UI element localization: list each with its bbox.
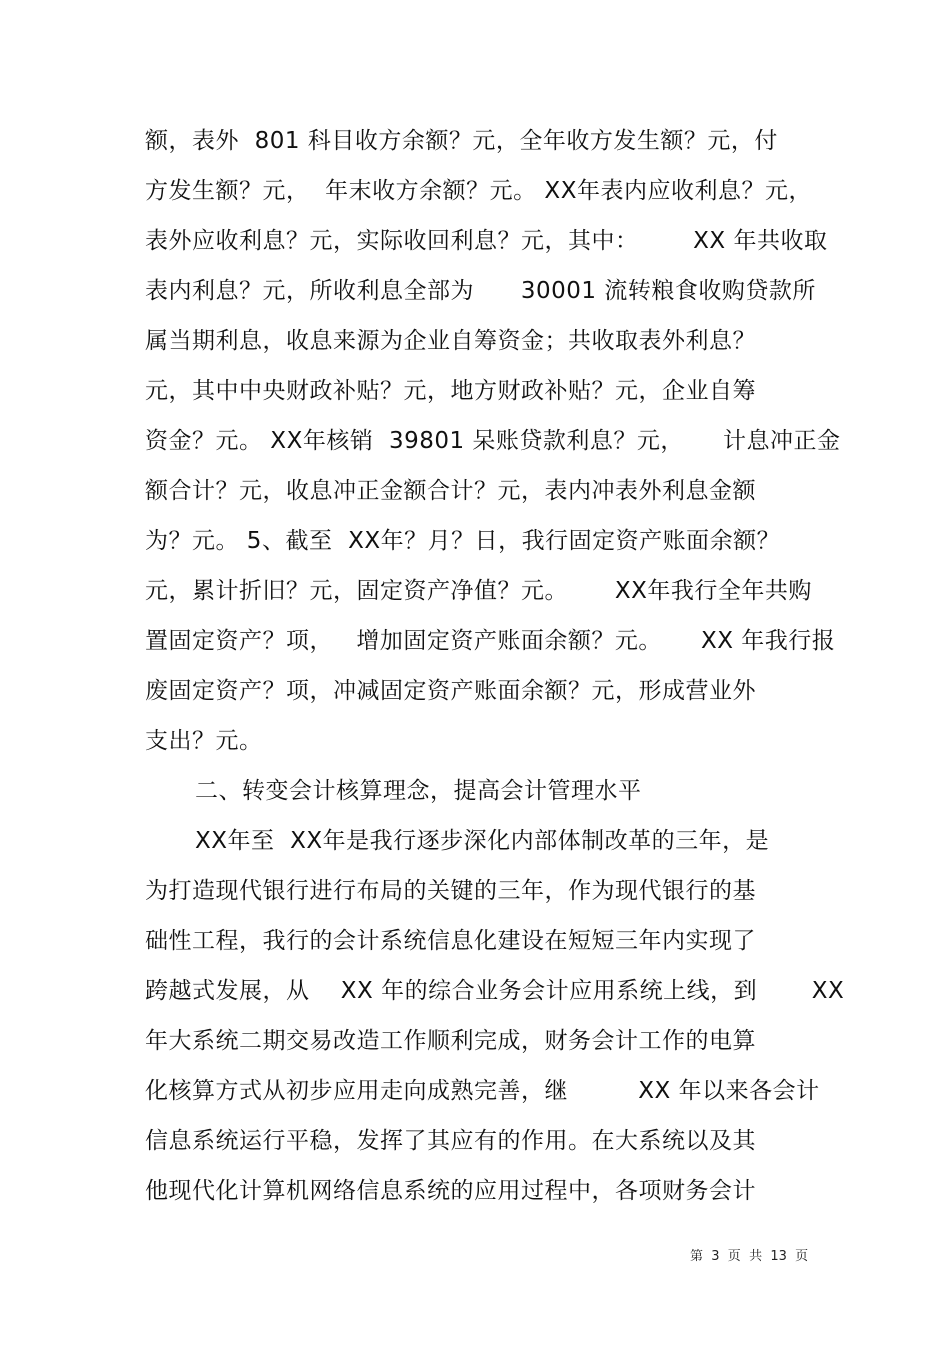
body-text-line: 额合计？元，收息冲正金额合计？元，表内冲表外利息金额 bbox=[145, 478, 756, 504]
body-text-line: 信息系统运行平稳，发挥了其应有的作用。在大系统以及其 bbox=[145, 1128, 756, 1154]
body-text-line: 为打造现代银行进行布局的关键的三年，作为现代银行的基 bbox=[145, 878, 756, 904]
body-text-line: 为？元。 5、截至 XX年？月？日，我行固定资产账面余额？ bbox=[145, 528, 781, 554]
body-text-line: 支出？元。 bbox=[145, 728, 263, 754]
body-text-line: 资金？元。 XX年核销 39801 呆账贷款利息？元， 计息冲正金 bbox=[145, 428, 841, 454]
paragraph-first-line: XX年至 XX年是我行逐步深化内部体制改革的三年，是 bbox=[195, 828, 770, 854]
body-text-line: 年大系统二期交易改造工作顺利完成，财务会计工作的电算 bbox=[145, 1028, 756, 1054]
body-text-line: 化核算方式从初步应用走向成熟完善，继 XX 年以来各会计 bbox=[145, 1078, 820, 1104]
body-text-line: 他现代化计算机网络信息系统的应用过程中，各项财务会计 bbox=[145, 1178, 756, 1204]
body-text-line: 额，表外 801 科目收方余额？元，全年收方发生额？元，付 bbox=[145, 128, 778, 154]
page-number-footer: 第 3 页 共 13 页 bbox=[690, 1249, 809, 1264]
body-text-line: 础性工程，我行的会计系统信息化建设在短短三年内实现了 bbox=[145, 928, 756, 954]
body-text-line: 属当期利息，收息来源为企业自筹资金；共收取表外利息？ bbox=[145, 328, 756, 354]
body-text-line: 表内利息？元，所收利息全部为 30001 流转粮食收购贷款所 bbox=[145, 278, 816, 304]
body-text-line: 元，其中中央财政补贴？元，地方财政补贴？元，企业自筹 bbox=[145, 378, 756, 404]
body-text-line: 方发生额？元， 年末收方余额？元。 XX年表内应收利息？元， bbox=[145, 178, 812, 204]
body-text-line: 元，累计折旧？元，固定资产净值？元。 XX年我行全年共购 bbox=[145, 578, 812, 604]
body-text-line: 表外应收利息？元，实际收回利息？元，其中： XX 年共收取 bbox=[145, 228, 828, 254]
section-heading: 二、转变会计核算理念，提高会计管理水平 bbox=[195, 778, 642, 804]
body-text-line: 跨越式发展，从 XX 年的综合业务会计应用系统上线，到 XX bbox=[145, 978, 845, 1004]
body-text-line: 废固定资产？项，冲减固定资产账面余额？元，形成营业外 bbox=[145, 678, 756, 704]
body-text-line: 置固定资产？项， 增加固定资产账面余额？元。 XX 年我行报 bbox=[145, 628, 836, 654]
